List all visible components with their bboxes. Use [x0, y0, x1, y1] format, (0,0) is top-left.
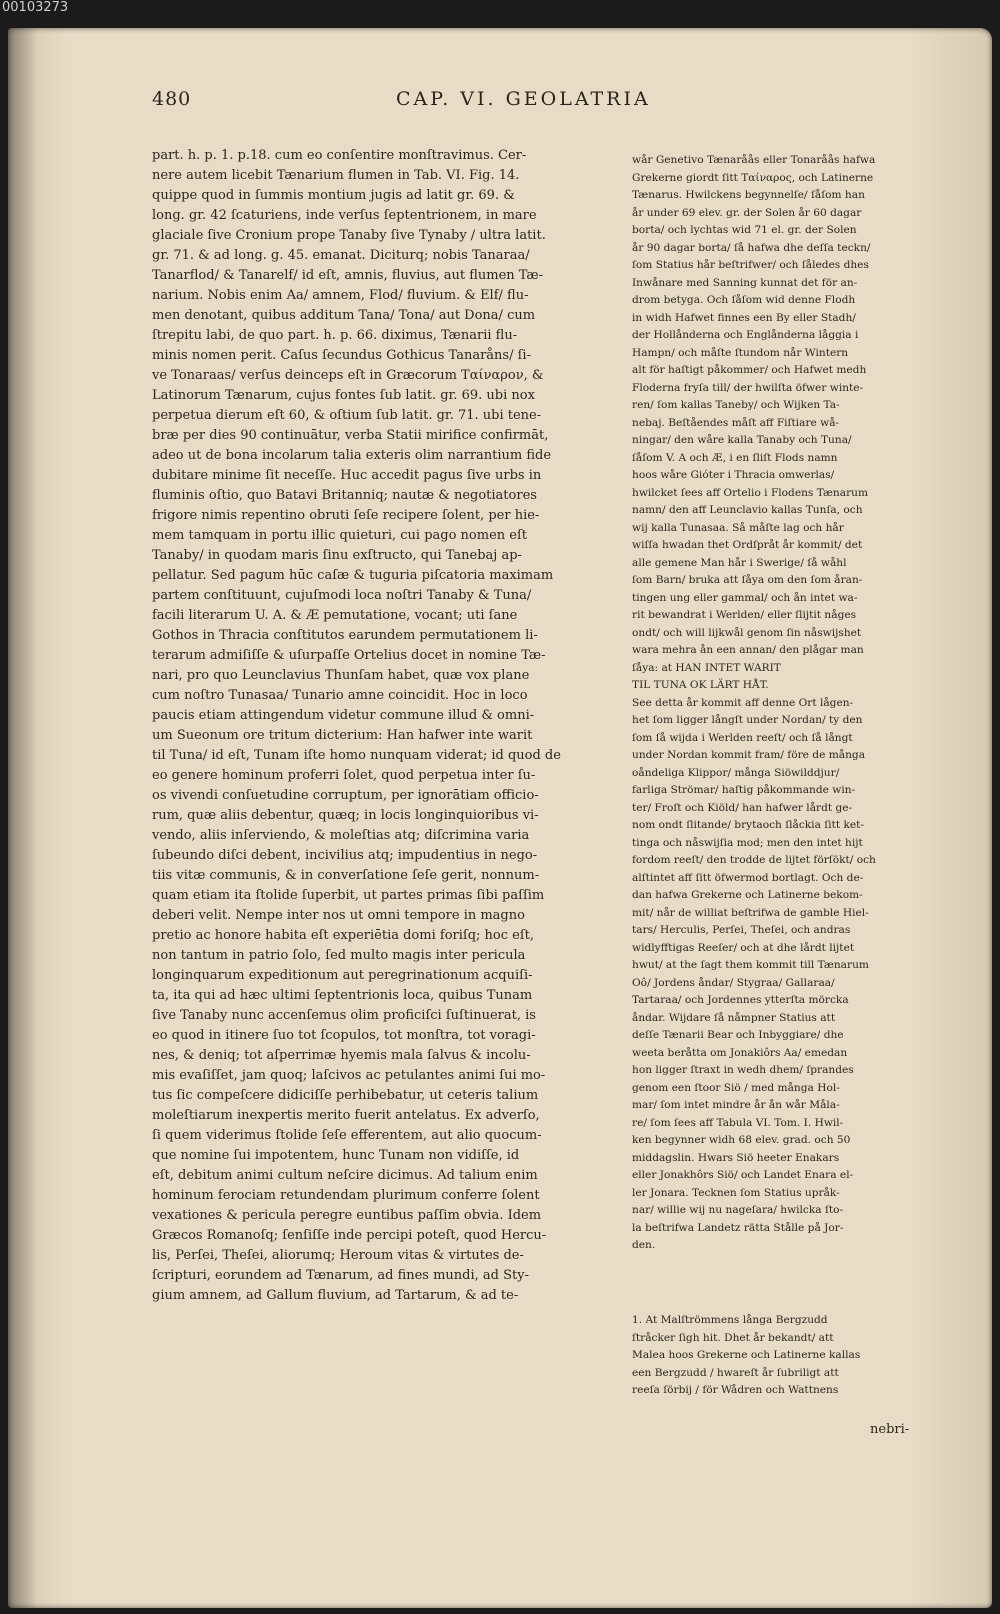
swedish-text-line: wiſſa hwadan thet Ordſpråt år kommit/ det — [632, 539, 863, 551]
swedish-text-line: mar/ ſom intet mindre år ån wår Måla- — [632, 1099, 840, 1111]
swedish-text-line: oåndeliga Klippor/ många Siöwilddjur/ — [632, 766, 840, 779]
swedish-text-line: Oô/ Jordens åndar/ Stygraa/ Gallaraa/ — [632, 976, 835, 989]
latin-text-line: nes, & deniq; tot aſperrimæ hyemis mala ſalvus & incolu- — [152, 1048, 531, 1063]
latin-text-line: pretio ac honore habita eſt experiētia domi foriſq; hoc eſt, — [152, 928, 535, 943]
latin-text-line: cum noſtro Tunasaa/ Tunario amne coincidit. Hoc in loco — [152, 688, 528, 703]
swedish-text-line: alſtintet aff ſitt öfwermod bortlagt. Och de- — [632, 871, 864, 884]
swedish-text-line: ler Jonara. Tecknen ſom Statius upråk- — [632, 1186, 840, 1199]
latin-text-line: ſcripturi, eorundem ad Tænarum, ad fines mundi, ad Sty- — [152, 1268, 529, 1283]
latin-text-line: narium. Nobis enim Aa/ amnem, Flod/ fluvium. & Elf/ flu- — [152, 288, 529, 303]
catchword: nebri- — [870, 1422, 910, 1437]
latin-text-line: gr. 71. & ad long. g. 45. emanat. Diciturq; nobis Tanaraa/ — [152, 248, 530, 263]
swedish-text-line: wara mehra ån een annan/ den plågar man — [632, 644, 864, 656]
latin-text-line: ſubeundo diſci debent, incivilius atq; impudentius in nego- — [152, 848, 538, 863]
page-number: 480 — [152, 88, 192, 110]
swedish-text-line: ſåya: at HAN INTET WARIT — [632, 661, 781, 674]
latin-text-line: ta, ita qui ad hæc ultimi ſeptentrionis loca, quibus Tunam — [152, 988, 533, 1003]
swedish-text-line: eller Jonakhôrs Siö/ och Landet Enara el- — [632, 1169, 854, 1181]
swedish-text-line: Grekerne giordt ſitt Ταίναρος, och Latinerne — [632, 171, 874, 184]
latin-text-line: non tantum in patrio ſolo, ſed multo magis inter pericula — [152, 948, 526, 963]
latin-text-line: part. h. p. 1. p.18. cum eo conſentire monſtravimus. Cer- — [152, 148, 527, 163]
swedish-text-line: år 90 dagar borta/ ſå hafwa dhe deſſa teckn/ — [632, 241, 871, 254]
latin-text-line: um Sueonum ore tritum dicterium: Han hafwer inte warit — [152, 728, 533, 743]
swedish-text-line: ningar/ den wåre kalla Tanaby och Tuna/ — [632, 434, 852, 446]
note-text-line: Malea hoos Grekerne och Latinerne kallas — [632, 1349, 861, 1361]
swedish-text-line: in widh Hafwet finnes een By eller Stadh/ — [632, 311, 856, 324]
swedish-text-line: ſåſom V. A och Æ, i en ſliſt Flods namn — [632, 451, 838, 464]
latin-text-line: paucis etiam attingendum videtur commune illud & omni- — [152, 708, 535, 723]
swedish-text-line: mit/ når de williat beſtrifwa de gamble Hiel- — [632, 906, 869, 919]
swedish-text-line: nom ondt ſlitande/ brytaoch ſlåckia ſitt ket- — [632, 819, 864, 831]
latin-text-line: nari, pro quo Leunclavius Thunſam habet, quæ vox plane — [152, 668, 530, 683]
latin-text-line: men denotant, quibus additum Tana/ Tona/ aut Dona/ cum — [152, 308, 536, 323]
swedish-text-line: weeta beråtta om Jonakiôrs Aa/ emedan — [632, 1046, 848, 1059]
swedish-text-line: tingen ung eller gammal/ och ån intet wa- — [632, 591, 858, 604]
latin-text-line: os vivendi conſuetudine corruptum, per ignorātiam officio- — [152, 788, 539, 803]
latin-text-line: terarum admiſiſſe & uſurpaſſe Ortelius docet in nomine Tæ- — [152, 648, 546, 663]
swedish-text-line: wij kalla Tunasaa. Så måſte lag och hår — [632, 521, 844, 534]
latin-text-line: bræ per dies 90 continuātur, verba Statii mirifice confirmāt, — [152, 428, 549, 443]
swedish-text-line: ſom Statius hår beſtrifwer/ och ſåledes dhes — [632, 259, 869, 271]
swedish-text-line: Hampn/ och måſte ſtundom når Wintern — [632, 346, 849, 359]
latin-text-line: quippe quod in ſummis montium jugis ad latit gr. 69. & — [152, 188, 515, 203]
latin-text-line: tiis vitæ communis, & in converſatione ſeſe gerit, nonnum- — [152, 868, 540, 883]
swedish-text-line: alle gemene Man hår i Swerige/ ſå wåhl — [632, 556, 847, 569]
note-text-line: ſtråcker ſigh hit. Dhet år bekandt/ att — [632, 1331, 834, 1344]
swedish-text-line: alt för haſtigt påkommer/ och Hafwet medh — [632, 364, 867, 376]
latin-text-line: long. gr. 42 ſcaturiens, inde verſus ſeptentrionem, in mare — [152, 208, 537, 223]
latin-text-line: ſi quem viderimus ſtolide ſeſe efferentem, aut alio quocum- — [152, 1128, 542, 1143]
swedish-text-line: åndar. Wijdare ſå nåmpner Statius att — [632, 1011, 836, 1024]
swedish-text-line: nar/ willie wij nu nageſara/ hwilcka ſto- — [632, 1204, 844, 1216]
latin-text-line: rum, quæ aliis debentur, quæq; in locis longinquioribus vi- — [152, 808, 539, 823]
swedish-text-line: ren/ ſom kallas Taneby/ och Wijken Ta- — [632, 399, 840, 411]
latin-text-line: deberi velit. Nempe inter nos ut omni tempore in magno — [152, 908, 525, 923]
swedish-text-line: farliga Strömar/ haſtig påkommande win- — [632, 784, 856, 796]
latin-text-line: quam etiam ita ſtolide ſuperbit, ut partes primas ſibi paſſim — [152, 888, 545, 903]
latin-text-line: eſt, debitum animi cultum neſcire dicimus. Ad talium enim — [152, 1168, 538, 1183]
latin-text-line: longinquarum expeditionum aut peregrinationum acquiſi- — [152, 968, 533, 983]
swedish-text-line: middagslin. Hwars Siö heeter Enakars — [632, 1151, 840, 1164]
swedish-text-line: het ſom ligger långſt under Nordan/ ty den — [632, 714, 863, 726]
archive-stamp: 00103273 — [2, 0, 69, 15]
latin-text-line: hominum ferociam retundendam plurimum conferre ſolent — [152, 1188, 540, 1203]
note-text-line: 1. At Malſtrömmens långa Bergzudd — [632, 1314, 828, 1326]
latin-text-line: facili literarum U. A. & Æ pemutatione, vocant; uti ſane — [152, 608, 518, 623]
swedish-text-line: Tartaraa/ och Jordennes ytterſta mörcka — [632, 994, 849, 1006]
swedish-text-column — [632, 152, 936, 1255]
latin-text-line: Latinorum Tænarum, cujus fontes ſub latit. gr. 69. ubi nox — [152, 388, 535, 403]
latin-text-line: tus ſic compeſcere didiciſſe perhibebatur, ut ceteris talium — [152, 1088, 539, 1103]
swedish-text-line: la beſtrifwa Landetz rätta Stålle på Jor- — [632, 1221, 844, 1234]
latin-text-column — [152, 146, 620, 1306]
latin-text-line: vexationes & pericula peregre euntibus paſſim obvia. Idem — [152, 1208, 542, 1223]
swedish-text-line: ken begynner widh 68 elev. grad. och 50 — [632, 1134, 851, 1146]
latin-text-line: adeo ut de bona incolarum talia exteris olim narrantium fide — [152, 448, 552, 463]
latin-text-line: Græcos Romanoſq; ſenſiſſe inde percipi poteſt, quod Hercu- — [152, 1228, 547, 1243]
latin-text-line: minis nomen perit. Caſus ſecundus Gothicus Tanaråns/ ſi- — [152, 348, 531, 363]
latin-text-line: mem tamquam in portu illic quieturi, cui pago nomen eſt — [152, 528, 528, 543]
swedish-text-line: wår Genetivo Tænaråås eller Tonaråås hafwa — [632, 154, 876, 166]
swedish-text-line: Inwånare med Sanning kunnat det för an- — [632, 276, 858, 289]
latin-text-line: ve Tonaraas/ verſus deinceps eſt in Græcorum Ταίναρον, & — [152, 368, 544, 383]
swedish-text-line: genom een ſtoor Siö / med många Hol- — [632, 1081, 840, 1094]
latin-text-line: nere autem licebit Tænarium flumen in Tab. VI. Fig. 14. — [152, 168, 520, 183]
swedish-text-line: nebaj. Beſtåendes måſt aff Fiſtiare wå- — [632, 416, 840, 429]
latin-text-line: ſive Tanaby nunc accenſemus olim proficiſci ſuſtinuerat, is — [152, 1008, 536, 1023]
swedish-text-line: år under 69 elev. gr. der Solen år 60 dagar — [632, 206, 862, 219]
swedish-text-line: ſom ſå wijda i Werlden reeſt/ och ſå långt — [632, 731, 853, 744]
latin-text-line: eo genere hominum proferri ſolet, quod perpetua inter ſu- — [152, 768, 536, 783]
latin-text-line: til Tuna/ id eſt, Tunam iſte homo nunquam viderat; id quod de — [152, 748, 561, 763]
note-text-line: reeſa ſörbij / för Wådren och Wattnens — [632, 1384, 839, 1396]
latin-text-line: lis, Perſei, Theſei, aliorumq; Heroum vitas & virtutes de- — [152, 1248, 524, 1263]
latin-text-line: Tanarflod/ & Tanarelf/ id eſt, amnis, fluvius, aut flumen Tæ- — [152, 268, 544, 283]
latin-text-line: glaciale ſive Cronium prope Tanaby ſive Tynaby / ultra latit. — [152, 228, 546, 243]
swedish-text-line: hwilcket ſees aff Ortelio i Flodens Tænarum — [632, 486, 869, 499]
running-head — [152, 88, 712, 118]
marginal-note — [632, 1312, 936, 1400]
swedish-text-line: ondt/ och will lijkwål genom ſin nåswijshet — [632, 626, 862, 639]
swedish-text-line: rit bewandrat i Werlden/ eller ſlijtit någes — [632, 609, 857, 621]
latin-text-line: moleſtiarum inexpertis merito fuerit antelatus. Ex adverſo, — [152, 1108, 540, 1123]
latin-text-line: pellatur. Sed pagum hūc caſæ & tuguria piſcatoria maximam — [152, 568, 554, 583]
swedish-text-line: re/ ſom ſees aff Tabula VI. Tom. I. Hwil- — [632, 1116, 844, 1129]
swedish-text-line: borta/ och lychtas wid 71 el. gr. der Solen — [632, 224, 857, 236]
latin-text-line: dubitare minime ſit neceſſe. Huc accedit pagus ſive urbs in — [152, 468, 542, 483]
page-gutter-shadow — [8, 28, 38, 1608]
latin-text-line: frigore nimis repentino obruti ſeſe recipere ſolent, per hie- — [152, 508, 540, 523]
swedish-text-line: deſſe Tænarii Bear och Inbyggiare/ dhe — [632, 1029, 844, 1041]
swedish-text-line: tars/ Herculis, Perſei, Theſei, och andras — [632, 924, 851, 936]
latin-text-line: gium amnem, ad Gallum fluvium, ad Tartarum, & ad te- — [152, 1288, 519, 1303]
swedish-text-line: hoos wåre Gióter i Thracia omwerlas/ — [632, 469, 835, 481]
latin-text-line: Gothos in Thracia conſtitutos earundem permutationem li- — [152, 628, 538, 643]
swedish-text-line: under Nordan kommit fram/ före de många — [632, 749, 866, 761]
swedish-text-line: der Hollånderna och Englånderna låggia i — [632, 329, 859, 341]
chapter-heading: CAP. VI. GEOLATRIA — [396, 88, 651, 110]
latin-text-line: Tanaby/ in quodam maris ſinu exſtructo, qui Tanebaj ap- — [152, 548, 522, 563]
latin-text-line: fluminis oſtio, quo Batavi Britanniq; nautæ & negotiatores — [152, 488, 537, 503]
swedish-text-line: widlyfftigas Reeſer/ och at dhe lårdt lijtet — [632, 941, 855, 954]
swedish-text-line: tinga och nåswijſia mod; men den intet hijt — [632, 836, 863, 849]
latin-text-line: eo quod in itinere ſuo tot ſcopulos, tot monſtra, tot voragi- — [152, 1028, 536, 1043]
latin-text-line: perpetua dierum eſt 60, & oſtium ſub latit. gr. 71. ubi tene- — [152, 408, 542, 423]
swedish-text-line: namn/ den aff Leunclavio kallas Tunſa, och — [632, 504, 863, 516]
latin-text-line: ſtrepitu labi, de quo part. h. p. 66. diximus, Tænarii flu- — [152, 328, 518, 343]
swedish-text-line: fordom reeſt/ den trodde de lijtet förſökt/ och — [632, 854, 876, 866]
swedish-text-line: See detta år kommit aff denne Ort lågen- — [632, 696, 854, 709]
swedish-text-line: Floderna fryſa till/ der hwilſta öfwer winte- — [632, 381, 864, 394]
swedish-text-line: ter/ Froſt och Kiöld/ han hafwer lårdt ge- — [632, 801, 853, 814]
swedish-text-line: hwut/ at the ſagt them kommit till Tænarum — [632, 959, 869, 971]
latin-text-line: partem conſtituunt, cujuſmodi loca noſtri Tanaby & Tuna/ — [152, 588, 532, 603]
swedish-text-line: dan hafwa Grekerne och Latinerne bekom- — [632, 889, 863, 901]
swedish-text-line: den. — [632, 1239, 656, 1251]
note-text-line: een Bergzudd / hwareſt år ſubriligt att — [632, 1366, 839, 1379]
swedish-text-line: drom betyga. Och ſåſom wid denne Flodh — [632, 294, 856, 306]
latin-text-line: que nomine ſui impotentem, hunc Tunam non vidiſſe, id — [152, 1148, 520, 1163]
swedish-text-line: ſom Barn/ bruka att ſåya om den ſom åran- — [632, 574, 863, 586]
swedish-text-line: Tænarus. Hwilckens begynnelſe/ ſåſom han — [632, 189, 865, 201]
latin-text-line: vendo, aliis inſerviendo, & moleſtias atq; diſcrimina varia — [152, 828, 530, 843]
swedish-text-line: hon ligger ſtraxt in wedh dhem/ ſprandes — [632, 1064, 854, 1076]
swedish-text-line: TIL TUNA OK LÄRT HÅT. — [632, 679, 769, 691]
latin-text-line: mis evaſiſſet, jam quoq; laſcivos ac petulantes animi ſui mo- — [152, 1068, 546, 1083]
